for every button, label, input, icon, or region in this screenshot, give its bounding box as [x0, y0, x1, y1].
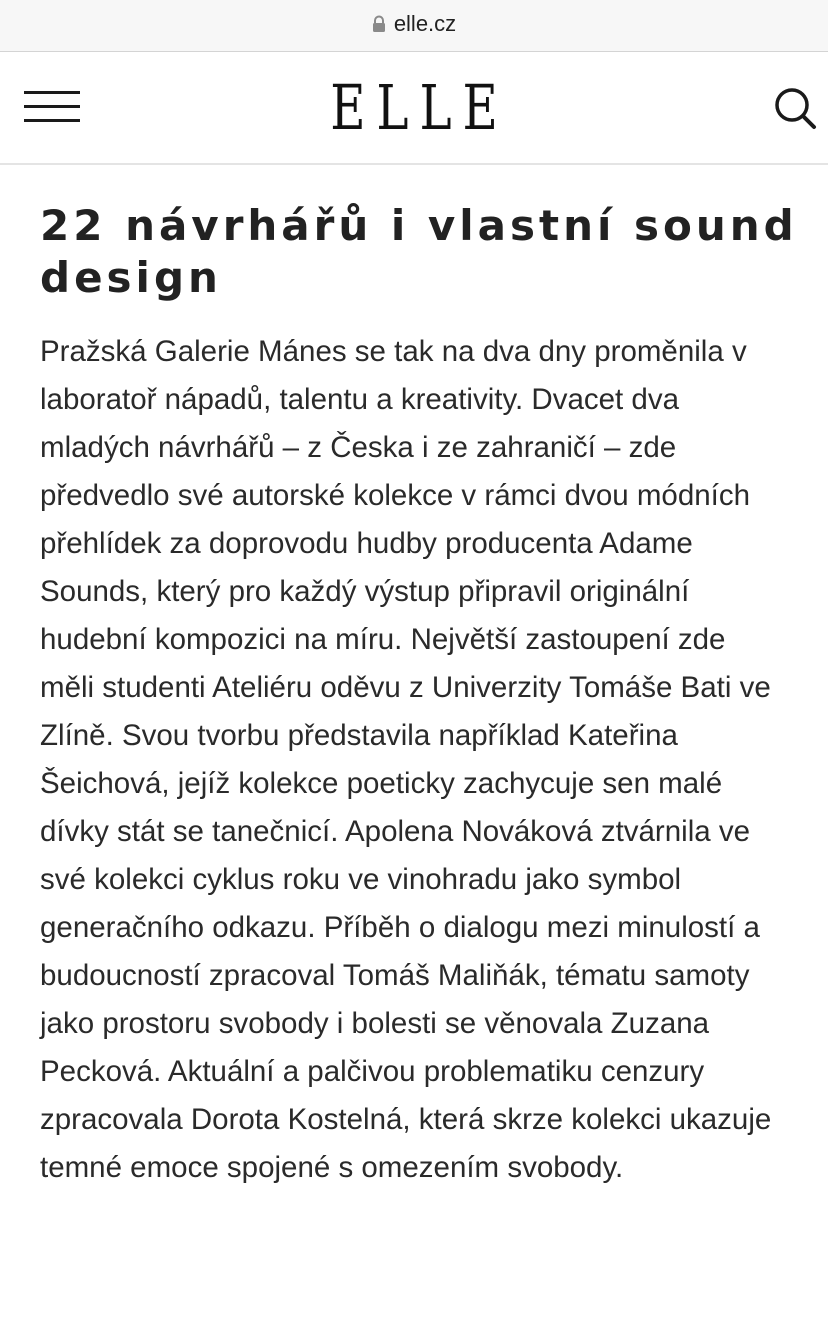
search-icon[interactable] — [772, 85, 818, 131]
elle-logo[interactable]: ELLE — [330, 71, 509, 144]
lock-icon — [372, 15, 386, 33]
article-headline: 22 návrhářů i vlastní sound design — [40, 201, 798, 302]
hamburger-menu-icon[interactable] — [24, 89, 82, 125]
url-text[interactable]: elle.cz — [393, 10, 457, 36]
url-display[interactable] — [372, 11, 456, 37]
article — [40, 200, 800, 1192]
browser-url-bar[interactable] — [0, 0, 828, 52]
site-header — [0, 53, 828, 165]
article-body: Pražská Galerie Mánes se tak na dva dny proměnila v laboratoř nápadů, talentu a kreativity. Dvacet dva mladých návrhářů – z Česka i ze zahraničí – zde předvedlo své autorské kolekce v rámci dvou módních přehlídek za doprovodu hudby producenta Adame Sounds, který pro každý výstup připravil originální hudební kompozici na míru. Největší zastoupení zde měli studenti Ateliéru oděvu z Univerzity Tomáše Bati ve Zlíně. Svou tvorbu představila například Kateřina Šeichová, jejíž kolekce poeticky zachycuje sen malé dívky stát se tanečnicí. Apolena Nováková ztvárnila ve své kolekci cyklus roku ve vinohradu jako symbol generačního odkazu. Příběh o dialogu mezi minulostí a budoucností zpracoval Tomáš Maliňák, tématu samoty jako prostoru svobody i bolesti se věnovala Zuzana Pecková. Aktuální a palčivou problematiku cenzury zpracovala Dorota Kostelná, která skrze kolekci ukazuje temné emoce spojené s omezením svobody. — [40, 335, 772, 1184]
